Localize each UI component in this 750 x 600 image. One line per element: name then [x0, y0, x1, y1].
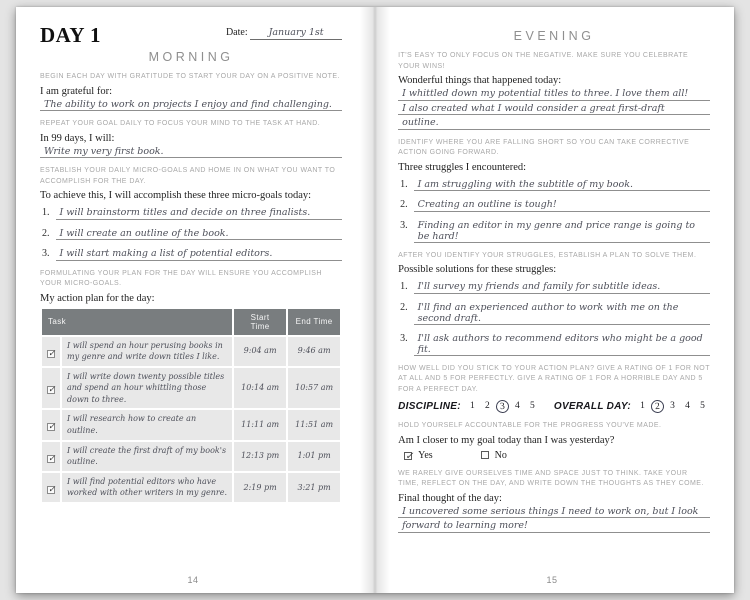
solution-item [400, 280, 710, 294]
task-checkbox: ✓ [48, 385, 56, 396]
evening-heading: EVENING [513, 29, 595, 43]
table-header-row [42, 309, 340, 335]
table-row [42, 368, 340, 409]
micro-goal-item [42, 247, 342, 261]
start-time-cell: 12:13 pm [234, 442, 286, 471]
item-number: 1. [400, 178, 408, 190]
end-time-cell: 1:01 pm [288, 442, 340, 471]
yes-option [404, 450, 433, 461]
task-checkbox: ✓ [48, 422, 56, 433]
date-label: Date: [225, 27, 248, 38]
closer-answer-row [404, 450, 710, 461]
item-number: 3. [42, 248, 50, 259]
no-label: No [494, 449, 507, 461]
solution-entry: I'll ask authors to recommend editors who might be a good fit. [414, 332, 710, 356]
micro-goal-entry: I will create an outline of the book. [56, 227, 343, 241]
discipline-rating-2: 2 [484, 401, 490, 411]
wonderful-line: I also created what I would consider a great first-draft [398, 102, 710, 116]
grateful-label: I am grateful for: [40, 85, 113, 97]
goal-label: In 99 days, I will: [40, 132, 115, 144]
struggle-item [400, 198, 710, 212]
item-number: 3. [400, 332, 408, 344]
end-time-cell: 11:51 am [288, 410, 340, 439]
table-row [42, 473, 340, 502]
final-thought-line: I uncovered some serious things I need to work on, but I look [398, 505, 710, 519]
start-time-cell: 10:14 am [234, 368, 286, 409]
struggles-instruction: IDENTIFY WHERE YOU ARE FALLING SHORT SO YOU CAN TAKE CORRECTIVE ACTION GOING FORWARD. [398, 138, 690, 156]
task-cell: I will write down twenty possible titles and spend an hour whittling those down to three. [62, 368, 232, 409]
date-value: January 1st [250, 27, 342, 40]
final-thought-instruction: WE RARELY GIVE OURSELVES TIME AND SPACE JUST TO THINK. TAKE YOUR TIME, REFLECT ON THE DAY, AND WRITE DOWN THE THOUGHTS AS THEY COME. [398, 469, 704, 487]
table-row [42, 337, 340, 366]
no-option [481, 450, 507, 461]
solution-entry: I'll survey my friends and family for subtitle ideas. [414, 280, 710, 294]
struggle-entry: I am struggling with the subtitle of my book. [414, 178, 710, 192]
task-cell: I will create the first draft of my book's outline. [62, 442, 232, 471]
column-header-start-time: Start Time [234, 309, 286, 335]
column-header-task: Task [42, 309, 232, 335]
micro-goal-entry: I will start making a list of potential editors. [56, 247, 343, 261]
task-cell: I will spend an hour perusing books in my genre and write down titles I like. [62, 337, 232, 366]
grateful-entry: The ability to work on projects I enjoy and find challenging. [40, 98, 342, 112]
struggle-item [400, 219, 710, 243]
item-number: 2. [400, 301, 408, 313]
table-row [42, 410, 340, 439]
start-time-cell: 11:11 am [234, 410, 286, 439]
discipline-rating-3: 3 [495, 400, 509, 414]
column-header-end-time: End Time [288, 309, 340, 335]
yes-checkbox: ✓ [405, 450, 414, 462]
no-checkbox [481, 451, 489, 459]
discipline-rating-4: 4 [514, 401, 520, 411]
wonderful-line: outline. [398, 116, 710, 130]
wins-instruction: IT'S EASY TO ONLY FOCUS ON THE NEGATIVE. MAKE SURE YOU CELEBRATE YOUR WINS! [398, 52, 689, 70]
wonderful-label: Wonderful things that happened today: [398, 75, 562, 86]
start-time-cell: 9:04 am [234, 337, 286, 366]
micro-goal-entry: I will brainstorm titles and decide on three finalists. [56, 206, 343, 220]
table-row [42, 442, 340, 471]
yes-label: Yes [418, 449, 433, 461]
micro-goals-instruction: ESTABLISH YOUR DAILY MICRO-GOALS AND HOME IN ON WHAT YOU WANT TO ACCOMPLISH FOR THE DAY. [40, 167, 336, 185]
end-time-cell: 9:46 am [288, 337, 340, 366]
struggle-entry: Finding an editor in my genre and price range is going to be hard! [414, 219, 710, 243]
overall-day-label: OVERALL DAY: [553, 401, 631, 412]
item-number: 2. [42, 227, 50, 239]
final-thought-line: forward to learning more! [398, 519, 710, 533]
goal-entry: Write my very first book. [40, 145, 342, 159]
page-number-left: 14 [187, 575, 199, 585]
struggle-item [400, 178, 710, 192]
solution-item [400, 332, 710, 356]
discipline-rating-5: 5 [529, 401, 535, 411]
item-number: 3. [400, 219, 408, 231]
overall-rating-1: 1 [640, 401, 645, 411]
micro-goal-item [42, 227, 342, 241]
discipline-rating-1: 1 [469, 401, 475, 411]
task-cell: I will find potential editors who have worked with other writers in my genre. [62, 473, 232, 502]
discipline-label: DISCIPLINE: [398, 401, 461, 412]
page-number-right: 15 [546, 575, 558, 585]
solutions-instruction: AFTER YOU IDENTIFY YOUR STRUGGLES, ESTABLISH A PLAN TO SOLVE THEM. [398, 251, 697, 259]
wonderful-line: I whittled down my potential titles to three. I love them all! [398, 87, 710, 101]
overall-rating-5: 5 [700, 401, 705, 411]
item-number: 2. [400, 199, 408, 210]
end-time-cell: 3:21 pm [288, 473, 340, 502]
action-plan-table [40, 307, 342, 505]
micro-goal-item [42, 206, 342, 220]
day-title: DAY 1 [40, 23, 102, 47]
accountability-instruction: HOLD YOURSELF ACCOUNTABLE FOR THE PROGRESS YOU'VE MADE. [398, 422, 662, 429]
plan-instruction: FORMULATING YOUR PLAN FOR THE DAY WILL ENSURE YOU ACCOMPLISH YOUR MICRO-GOALS. [40, 269, 322, 287]
overall-rating-2: 2 [651, 400, 665, 414]
end-time-cell: 10:57 am [288, 368, 340, 409]
page-right [370, 7, 734, 593]
gratitude-instruction: BEGIN EACH DAY WITH GRATITUDE TO START YOUR DAY ON A POSITIVE NOTE. [40, 73, 340, 80]
ratings-row [398, 400, 710, 413]
rating-instruction: HOW WELL DID YOU STICK TO YOUR ACTION PLAN? GIVE A RATING OF 1 FOR NOT AT ALL AND 5 FOR PERFECTLY. GIVE A RATING OF 1 FOR A HORRIBLE DAY AND 5 FOR A PERFECT DAY. [398, 364, 710, 393]
struggles-label: Three struggles I encountered: [398, 161, 527, 173]
final-thought-entry [398, 505, 710, 533]
task-checkbox: ✓ [48, 484, 56, 495]
overall-rating-3: 3 [670, 401, 675, 411]
final-thought-label: Final thought of the day: [398, 492, 502, 504]
page-left [16, 7, 370, 593]
solutions-label: Possible solutions for these struggles: [398, 264, 557, 275]
solution-entry: I'll find an experienced author to work with me on the second draft. [414, 301, 710, 325]
morning-heading: MORNING [148, 50, 234, 64]
journal-spread [16, 7, 734, 593]
item-number: 1. [42, 207, 50, 218]
closer-question: Am I closer to my goal today than I was yesterday? [398, 434, 615, 446]
wonderful-entry [398, 87, 710, 130]
solution-item [400, 301, 710, 325]
task-cell: I will research how to create an outline. [62, 410, 232, 439]
struggle-entry: Creating an outline is tough! [414, 198, 710, 212]
page-header [40, 23, 342, 48]
micro-goals-label: To achieve this, I will accomplish these three micro-goals today: [40, 190, 312, 201]
start-time-cell: 2:19 pm [234, 473, 286, 502]
date-field [226, 27, 342, 40]
item-number: 1. [400, 281, 408, 292]
task-checkbox: ✓ [48, 453, 56, 464]
task-checkbox: ✓ [48, 348, 56, 359]
plan-label: My action plan for the day: [40, 292, 155, 304]
goal-instruction: REPEAT YOUR GOAL DAILY TO FOCUS YOUR MIND TO THE TASK AT HAND. [40, 120, 321, 127]
overall-rating-4: 4 [685, 401, 690, 411]
